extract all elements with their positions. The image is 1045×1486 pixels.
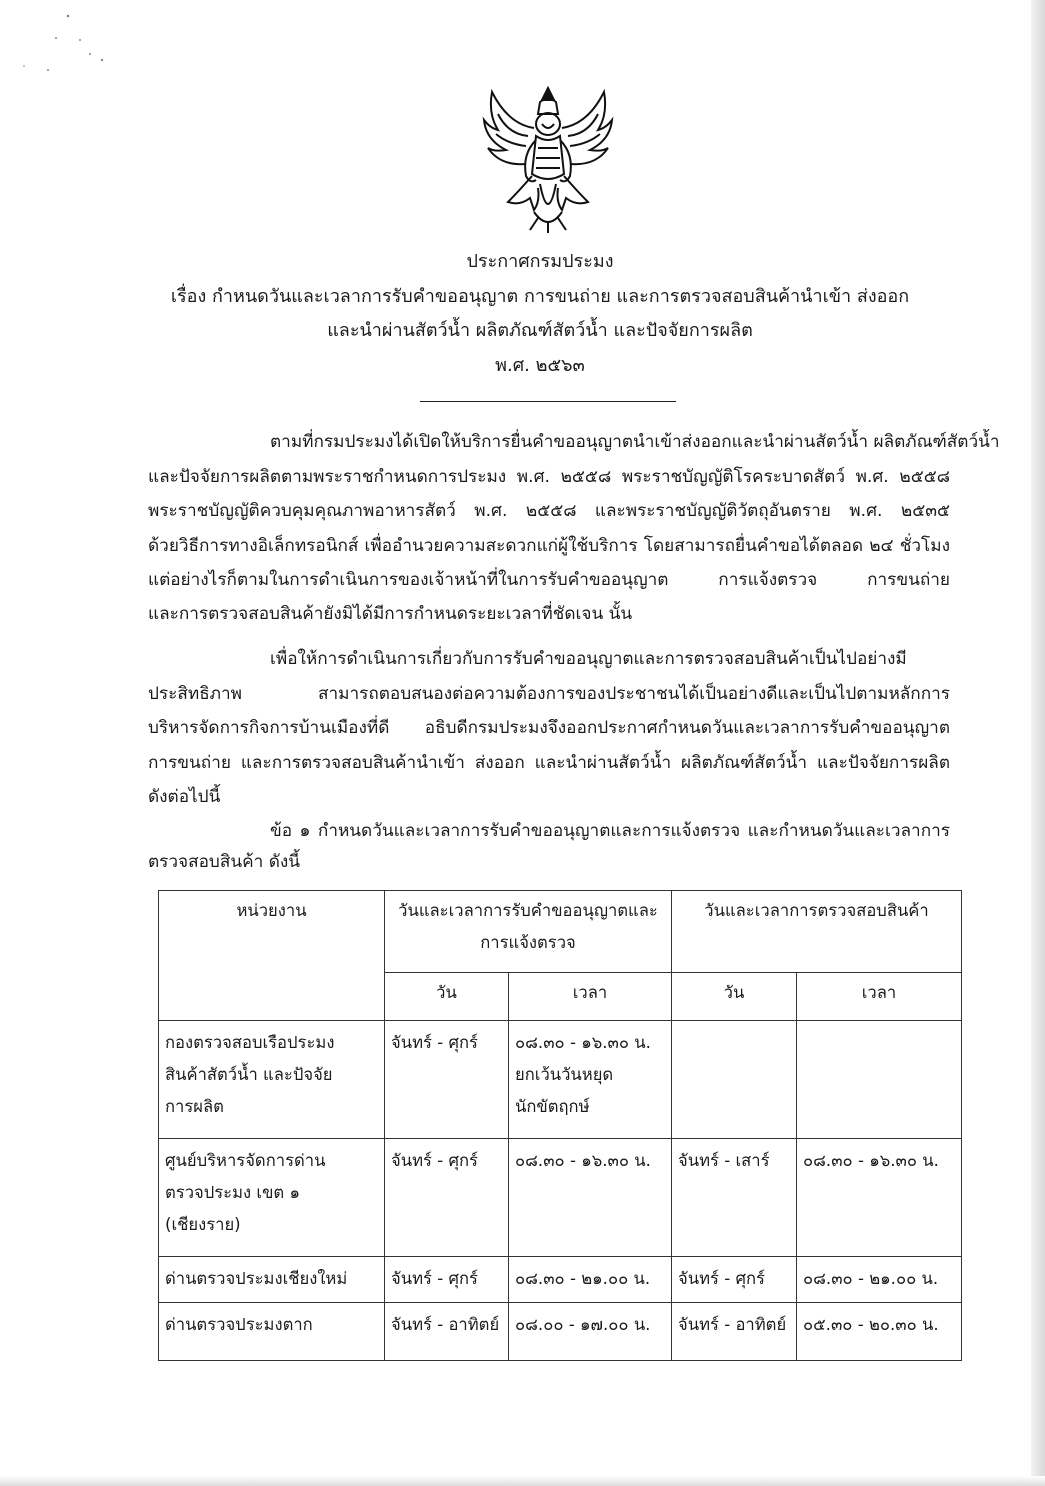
paragraph2-line: ประสิทธิภาพ สามารถตอบสนองต่อความต้องการของประชาชนได้เป็นอย่างดีและเป็นไปตามหลักการ: [148, 684, 950, 704]
request-time-cell: ๐๘.๓๐ - ๒๑.๐๐ น.: [509, 1257, 672, 1303]
header-request-day: วัน: [385, 973, 509, 1021]
request-time-cell: ๐๘.๓๐ - ๑๖.๓๐ น.: [509, 1139, 672, 1257]
inspection-time-cell: [797, 1021, 962, 1139]
table-row: [159, 1139, 962, 1257]
paragraph2-line: การขนถ่าย และการตรวจสอบสินค้านำเข้า ส่งออก และนำผ่านสัตว์น้ำ ผลิตภัณฑ์สัตว์น้ำ และปัจจัยการผลิต: [148, 753, 950, 773]
agency-cell: ด่านตรวจประมงเชียงใหม่: [159, 1257, 385, 1303]
divider-rule: [420, 401, 676, 402]
paragraph2-line: บริหารจัดการกิจการบ้านเมืองที่ดี อธิบดีกรมประมงจึงออกประกาศกำหนดวันและเวลาการรับคำขออนุญาต: [148, 718, 950, 738]
paragraph1-line: และการตรวจสอบสินค้ายังมิได้มีการกำหนดระยะเวลาที่ชัดเจน นั้น: [148, 604, 633, 624]
announcement-year: พ.ศ. ๒๕๖๓: [495, 355, 585, 376]
header-request-group: [385, 891, 672, 973]
header-inspection-day: วัน: [672, 973, 797, 1021]
schedule-table: [158, 890, 962, 1361]
table-row: [159, 1257, 962, 1303]
agency-cell: ด่านตรวจประมงตาก: [159, 1303, 385, 1361]
inspection-day-cell: จันทร์ - อาทิตย์: [672, 1303, 797, 1361]
agency-line: การผลิต: [165, 1097, 224, 1116]
agency-line: ศูนย์บริหารจัดการด่าน: [165, 1151, 326, 1170]
agency-line: กองตรวจสอบเรือประมง: [165, 1033, 335, 1052]
header-request-group-line: การแจ้งตรวจ: [480, 933, 576, 952]
request-day-cell: จันทร์ - ศุกร์: [385, 1021, 509, 1139]
scan-specks: [10, 10, 120, 80]
inspection-day-cell: จันทร์ - ศุกร์: [672, 1257, 797, 1303]
header-inspection-group: วันและเวลาการตรวจสอบสินค้า: [672, 891, 962, 973]
table-row: [159, 1303, 962, 1361]
paragraph1-line: แต่อย่างไรก็ตามในการดำเนินการของเจ้าหน้าที่ในการรับคำขออนุญาต การแจ้งตรวจ การขนถ่าย: [148, 570, 950, 590]
request-time-line: นักขัตฤกษ์: [515, 1097, 590, 1116]
paragraph1-line: และปัจจัยการผลิตตามพระราชกำหนดการประมง พ.ศ. ๒๕๕๘ พระราชบัญญัติโรคระบาดสัตว์ พ.ศ. ๒๕๕๘: [148, 467, 950, 487]
announcement-title: ประกาศกรมประมง: [466, 251, 614, 272]
inspection-day-cell: จันทร์ - เสาร์: [672, 1139, 797, 1257]
paragraph2-line: ดังต่อไปนี้: [148, 787, 221, 807]
agency-cell: [159, 1021, 385, 1139]
inspection-time-cell: ๐๘.๓๐ - ๑๖.๓๐ น.: [797, 1139, 962, 1257]
inspection-day-cell: [672, 1021, 797, 1139]
header-agency: หน่วยงาน: [159, 891, 385, 1021]
agency-line: (เชียงราย): [165, 1215, 241, 1234]
header-inspection-time: เวลา: [797, 973, 962, 1021]
paragraph1-line: ด้วยวิธีการทางอิเล็กทรอนิกส์ เพื่ออำนวยความสะดวกแก่ผู้ใช้บริการ โดยสามารถยื่นคำขอได้ตลอด ๒๔ ชั่วโมง: [148, 536, 950, 556]
request-day-cell: จันทร์ - ศุกร์: [385, 1257, 509, 1303]
agency-line: สินค้าสัตว์น้ำ และปัจจัย: [165, 1065, 333, 1084]
announcement-subject-line2: และนำผ่านสัตว์น้ำ ผลิตภัณฑ์สัตว์น้ำ และปัจจัยการผลิต: [327, 320, 753, 341]
header-request-group-line: วันและเวลาการรับคำขออนุญาตและ: [398, 901, 658, 920]
garuda-emblem-icon: [478, 84, 618, 234]
request-time-cell: ๐๘.๐๐ - ๑๗.๐๐ น.: [509, 1303, 672, 1361]
header-request-time: เวลา: [509, 973, 672, 1021]
request-day-cell: จันทร์ - อาทิตย์: [385, 1303, 509, 1361]
clause1-line: ตรวจสอบสินค้า ดังนี้: [148, 852, 300, 872]
request-day-cell: จันทร์ - ศุกร์: [385, 1139, 509, 1257]
page-edge-shadow: [1031, 0, 1045, 1486]
agency-cell: [159, 1139, 385, 1257]
request-time-line: ๐๘.๓๐ - ๑๖.๓๐ น.: [515, 1033, 651, 1052]
clause1-line: ข้อ ๑ กำหนดวันและเวลาการรับคำขออนุญาตและการแจ้งตรวจ และกำหนดวันและเวลาการ: [270, 821, 950, 841]
paragraph1-line: ตามที่กรมประมงได้เปิดให้บริการยื่นคำขออนุญาตนำเข้าส่งออกและนำผ่านสัตว์น้ำ ผลิตภัณฑ์สัตว์น้ำ: [270, 432, 1000, 452]
request-time-line: ยกเว้นวันหยุด: [515, 1065, 614, 1084]
inspection-time-cell: ๐๕.๓๐ - ๒๐.๓๐ น.: [797, 1303, 962, 1361]
announcement-subject-line1: เรื่อง กำหนดวันและเวลาการรับคำขออนุญาต การขนถ่าย และการตรวจสอบสินค้านำเข้า ส่งออก: [170, 286, 910, 307]
paragraph1-line: พระราชบัญญัติควบคุมคุณภาพอาหารสัตว์ พ.ศ. ๒๕๕๘ และพระราชบัญญัติวัตถุอันตราย พ.ศ. ๒๕๓๕: [148, 501, 950, 521]
inspection-time-cell: ๐๘.๓๐ - ๒๑.๐๐ น.: [797, 1257, 962, 1303]
page-bottom-shadow: [0, 1476, 1045, 1486]
table-row: [159, 1021, 962, 1139]
agency-line: ตรวจประมง เขต ๑: [165, 1183, 301, 1202]
paragraph2-line: เพื่อให้การดำเนินการเกี่ยวกับการรับคำขออนุญาตและการตรวจสอบสินค้าเป็นไปอย่างมี: [270, 649, 907, 669]
request-time-cell: [509, 1021, 672, 1139]
